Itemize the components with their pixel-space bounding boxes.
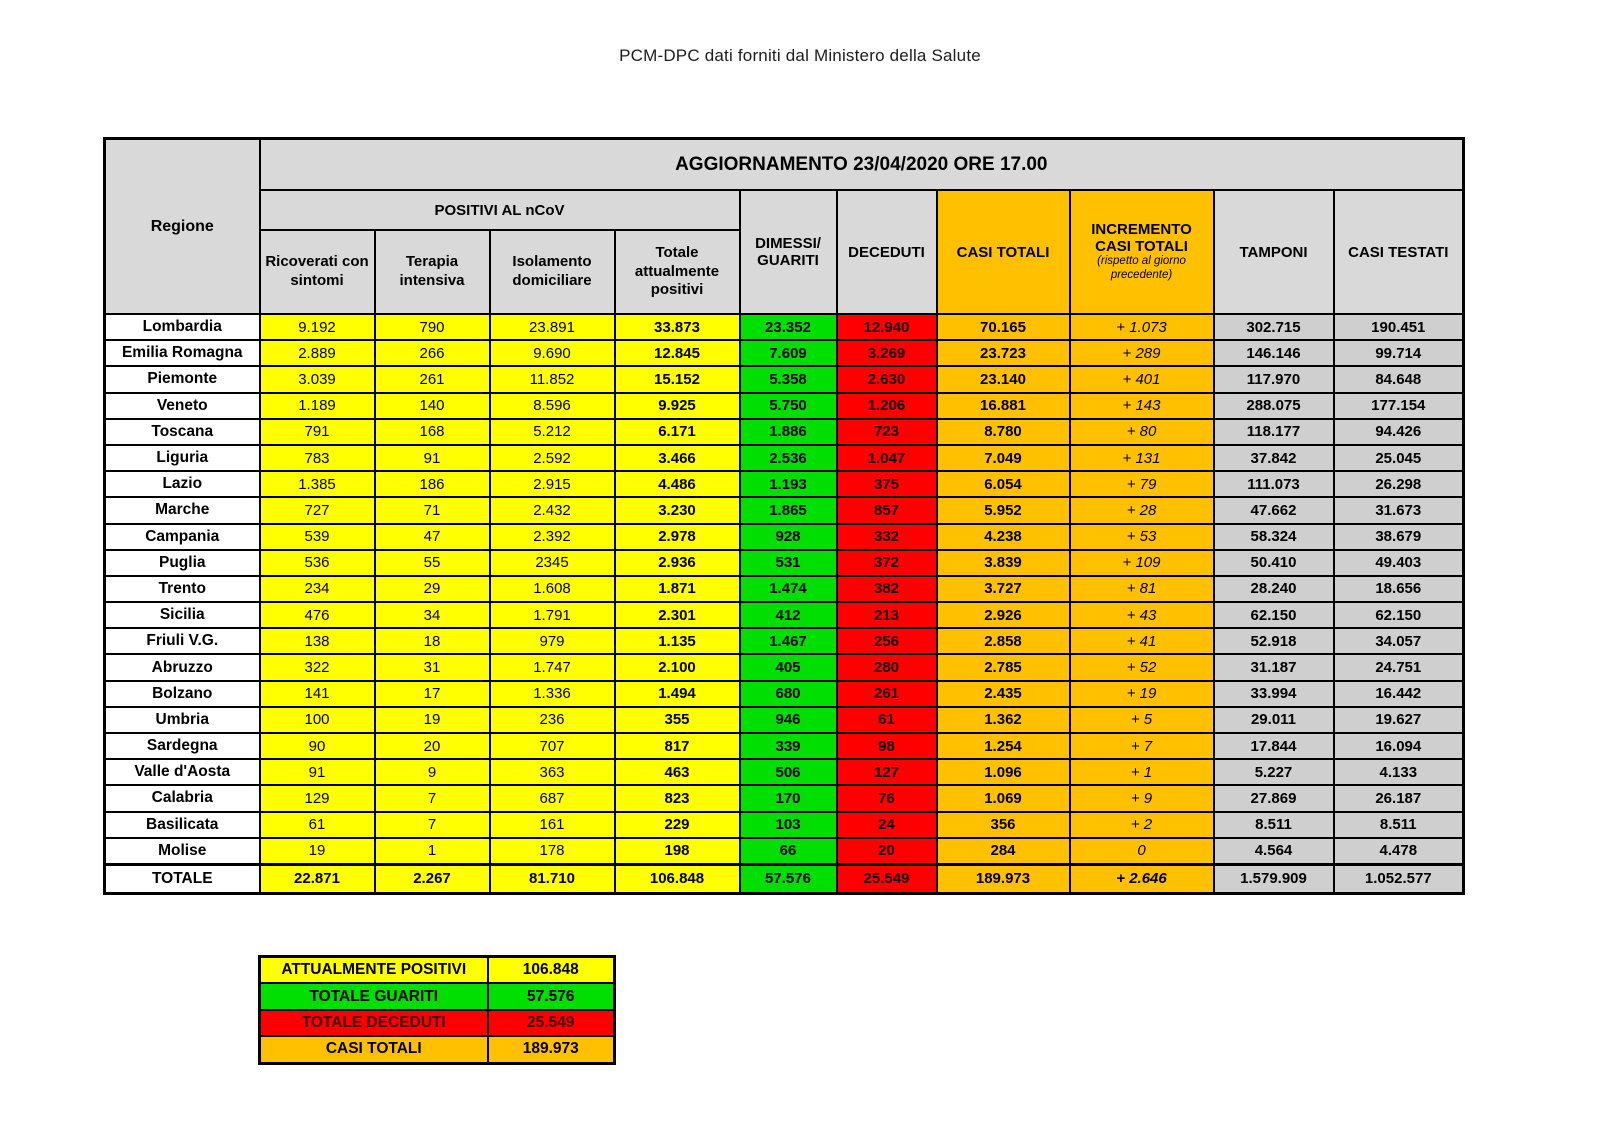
dimessi-guariti-cell: 339 (740, 733, 837, 759)
isolamento-domiciliare-cell: 1.336 (490, 681, 615, 707)
isolamento-domiciliare-cell: 236 (490, 707, 615, 733)
table-row (105, 524, 1464, 550)
isolamento-domiciliare-cell: 5.212 (490, 419, 615, 445)
table-row (105, 497, 1464, 523)
region-cell: Abruzzo (105, 654, 260, 680)
summary-row-value: 189.973 (488, 1036, 615, 1063)
terapia-intensiva-cell: 47 (375, 524, 490, 550)
tamponi-cell: 1.579.909 (1214, 864, 1334, 893)
region-cell: Liguria (105, 445, 260, 471)
ricoverati-cell: 61 (260, 812, 375, 838)
summary-row (260, 957, 615, 984)
deceduti-cell: 723 (837, 419, 937, 445)
tamponi-cell: 37.842 (1214, 445, 1334, 471)
deceduti-cell: 76 (837, 785, 937, 811)
table-row (105, 654, 1464, 680)
deceduti-cell: 1.047 (837, 445, 937, 471)
dimessi-guariti-cell: 506 (740, 759, 837, 785)
table-row (105, 471, 1464, 497)
tamponi-cell: 47.662 (1214, 497, 1334, 523)
totale-attualmente-positivi-cell: 1.494 (615, 681, 740, 707)
deceduti-cell: 12.940 (837, 314, 937, 340)
summary-row-label: TOTALE DECEDUTI (260, 1010, 488, 1036)
table-row (105, 576, 1464, 602)
casi-testati-cell: 31.673 (1334, 497, 1464, 523)
incremento-casi-totali-cell: 0 (1070, 838, 1214, 865)
table-row (105, 419, 1464, 445)
summary-row-label: TOTALE GUARITI (260, 983, 488, 1009)
dimessi-guariti-cell: 531 (740, 550, 837, 576)
ricoverati-cell: 22.871 (260, 864, 375, 893)
deceduti-cell: 256 (837, 628, 937, 654)
dimessi-guariti-cell: 928 (740, 524, 837, 550)
column-header-casi-totali: CASI TOTALI (937, 190, 1070, 314)
casi-totali-cell: 16.881 (937, 393, 1070, 419)
tamponi-cell: 288.075 (1214, 393, 1334, 419)
tamponi-cell: 118.177 (1214, 419, 1334, 445)
terapia-intensiva-cell: 7 (375, 812, 490, 838)
region-cell: Basilicata (105, 812, 260, 838)
incremento-casi-totali-cell: + 81 (1070, 576, 1214, 602)
table-row (105, 445, 1464, 471)
terapia-intensiva-cell: 1 (375, 838, 490, 865)
casi-testati-cell: 18.656 (1334, 576, 1464, 602)
terapia-intensiva-cell: 790 (375, 314, 490, 340)
dimessi-guariti-cell: 1.474 (740, 576, 837, 602)
table-row (105, 707, 1464, 733)
column-header-deceduti: DECEDUTI (837, 190, 937, 314)
table-row (105, 812, 1464, 838)
casi-totali-cell: 1.096 (937, 759, 1070, 785)
casi-testati-cell: 24.751 (1334, 654, 1464, 680)
tamponi-cell: 31.187 (1214, 654, 1334, 680)
incremento-casi-totali-cell: + 43 (1070, 602, 1214, 628)
isolamento-domiciliare-cell: 1.791 (490, 602, 615, 628)
region-cell: Puglia (105, 550, 260, 576)
tamponi-cell: 302.715 (1214, 314, 1334, 340)
totale-attualmente-positivi-cell: 9.925 (615, 393, 740, 419)
region-cell: Campania (105, 524, 260, 550)
casi-testati-cell: 1.052.577 (1334, 864, 1464, 893)
dimessi-guariti-cell: 66 (740, 838, 837, 865)
casi-testati-cell: 177.154 (1334, 393, 1464, 419)
ricoverati-cell: 322 (260, 654, 375, 680)
dimessi-guariti-cell: 680 (740, 681, 837, 707)
casi-totali-cell: 3.727 (937, 576, 1070, 602)
isolamento-domiciliare-cell: 161 (490, 812, 615, 838)
table-row (105, 785, 1464, 811)
tamponi-cell: 28.240 (1214, 576, 1334, 602)
incremento-note: (rispetto al giorno precedente) (1097, 255, 1186, 281)
summary-row (260, 1036, 615, 1063)
totale-attualmente-positivi-cell: 355 (615, 707, 740, 733)
deceduti-cell: 127 (837, 759, 937, 785)
ricoverati-cell: 727 (260, 497, 375, 523)
totale-attualmente-positivi-cell: 823 (615, 785, 740, 811)
region-cell: Marche (105, 497, 260, 523)
ricoverati-cell: 536 (260, 550, 375, 576)
deceduti-cell: 332 (837, 524, 937, 550)
deceduti-cell: 1.206 (837, 393, 937, 419)
dimessi-guariti-cell: 103 (740, 812, 837, 838)
incremento-casi-totali-cell: + 7 (1070, 733, 1214, 759)
ricoverati-cell: 141 (260, 681, 375, 707)
ricoverati-cell: 100 (260, 707, 375, 733)
casi-testati-cell: 25.045 (1334, 445, 1464, 471)
terapia-intensiva-cell: 34 (375, 602, 490, 628)
casi-totali-cell: 23.723 (937, 340, 1070, 366)
dimessi-guariti-cell: 1.886 (740, 419, 837, 445)
table-row (105, 838, 1464, 865)
region-cell: Toscana (105, 419, 260, 445)
isolamento-domiciliare-cell: 979 (490, 628, 615, 654)
casi-totali-cell: 1.069 (937, 785, 1070, 811)
total-row (105, 864, 1464, 893)
isolamento-domiciliare-cell: 9.690 (490, 340, 615, 366)
ricoverati-cell: 90 (260, 733, 375, 759)
region-cell: Piemonte (105, 366, 260, 392)
totale-attualmente-positivi-cell: 33.873 (615, 314, 740, 340)
terapia-intensiva-cell: 140 (375, 393, 490, 419)
casi-totali-cell: 189.973 (937, 864, 1070, 893)
summary-row-label: CASI TOTALI (260, 1036, 488, 1063)
totale-attualmente-positivi-cell: 817 (615, 733, 740, 759)
totale-attualmente-positivi-cell: 1.871 (615, 576, 740, 602)
incremento-casi-totali-cell: + 52 (1070, 654, 1214, 680)
ricoverati-cell: 539 (260, 524, 375, 550)
column-header-dimessi-guariti: DIMESSI/ GUARITI (740, 190, 837, 314)
terapia-intensiva-cell: 31 (375, 654, 490, 680)
isolamento-domiciliare-cell: 2.392 (490, 524, 615, 550)
dimessi-guariti-cell: 23.352 (740, 314, 837, 340)
totale-attualmente-positivi-cell: 3.466 (615, 445, 740, 471)
incremento-casi-totali-cell: + 53 (1070, 524, 1214, 550)
column-header-casi-testati: CASI TESTATI (1334, 190, 1464, 314)
incremento-casi-totali-cell: + 79 (1070, 471, 1214, 497)
casi-testati-cell: 38.679 (1334, 524, 1464, 550)
region-cell: Trento (105, 576, 260, 602)
terapia-intensiva-cell: 168 (375, 419, 490, 445)
incremento-casi-totali-cell: + 19 (1070, 681, 1214, 707)
column-header-regione: Regione (105, 139, 260, 315)
totale-attualmente-positivi-cell: 12.845 (615, 340, 740, 366)
tamponi-cell: 8.511 (1214, 812, 1334, 838)
deceduti-cell: 382 (837, 576, 937, 602)
totale-attualmente-positivi-cell: 106.848 (615, 864, 740, 893)
ricoverati-cell: 3.039 (260, 366, 375, 392)
table-row (105, 681, 1464, 707)
casi-totali-cell: 284 (937, 838, 1070, 865)
ricoverati-cell: 234 (260, 576, 375, 602)
region-cell: Lazio (105, 471, 260, 497)
dimessi-guariti-cell: 57.576 (740, 864, 837, 893)
terapia-intensiva-cell: 9 (375, 759, 490, 785)
casi-testati-cell: 4.133 (1334, 759, 1464, 785)
casi-testati-cell: 8.511 (1334, 812, 1464, 838)
summary-row-value: 25.549 (488, 1010, 615, 1036)
dimessi-guariti-cell: 405 (740, 654, 837, 680)
dimessi-guariti-cell: 2.536 (740, 445, 837, 471)
casi-testati-cell: 49.403 (1334, 550, 1464, 576)
incremento-casi-totali-cell: + 5 (1070, 707, 1214, 733)
table-row (105, 602, 1464, 628)
table-row (105, 366, 1464, 392)
tamponi-cell: 111.073 (1214, 471, 1334, 497)
deceduti-cell: 20 (837, 838, 937, 865)
casi-totali-cell: 5.952 (937, 497, 1070, 523)
table-row (105, 393, 1464, 419)
totale-attualmente-positivi-cell: 6.171 (615, 419, 740, 445)
tamponi-cell: 27.869 (1214, 785, 1334, 811)
totale-attualmente-positivi-cell: 2.100 (615, 654, 740, 680)
tamponi-cell: 4.564 (1214, 838, 1334, 865)
deceduti-cell: 857 (837, 497, 937, 523)
summary-row (260, 983, 615, 1009)
update-banner: AGGIORNAMENTO 23/04/2020 ORE 17.00 (260, 139, 1464, 191)
casi-testati-cell: 16.094 (1334, 733, 1464, 759)
casi-totali-cell: 2.858 (937, 628, 1070, 654)
incremento-casi-totali-cell: + 1 (1070, 759, 1214, 785)
totale-attualmente-positivi-cell: 2.936 (615, 550, 740, 576)
totale-attualmente-positivi-cell: 229 (615, 812, 740, 838)
isolamento-domiciliare-cell: 11.852 (490, 366, 615, 392)
terapia-intensiva-cell: 91 (375, 445, 490, 471)
dimessi-guariti-cell: 5.358 (740, 366, 837, 392)
deceduti-cell: 98 (837, 733, 937, 759)
ricoverati-cell: 91 (260, 759, 375, 785)
isolamento-domiciliare-cell: 178 (490, 838, 615, 865)
terapia-intensiva-cell: 261 (375, 366, 490, 392)
ricoverati-cell: 1.385 (260, 471, 375, 497)
casi-totali-cell: 23.140 (937, 366, 1070, 392)
incremento-casi-totali-cell: + 2 (1070, 812, 1214, 838)
isolamento-domiciliare-cell: 687 (490, 785, 615, 811)
ricoverati-cell: 1.189 (260, 393, 375, 419)
casi-totali-cell: 1.254 (937, 733, 1070, 759)
dimessi-guariti-cell: 170 (740, 785, 837, 811)
column-header-totale-positivi: Totale attualmente positivi (615, 230, 740, 314)
region-cell: Sardegna (105, 733, 260, 759)
totale-attualmente-positivi-cell: 463 (615, 759, 740, 785)
tamponi-cell: 50.410 (1214, 550, 1334, 576)
region-cell: TOTALE (105, 864, 260, 893)
dimessi-guariti-cell: 412 (740, 602, 837, 628)
incremento-casi-totali-cell: + 109 (1070, 550, 1214, 576)
page-title: PCM-DPC dati forniti dal Ministero della Salute (619, 46, 981, 65)
casi-testati-cell: 84.648 (1334, 366, 1464, 392)
isolamento-domiciliare-cell: 8.596 (490, 393, 615, 419)
ricoverati-cell: 9.192 (260, 314, 375, 340)
casi-testati-cell: 4.478 (1334, 838, 1464, 865)
casi-testati-cell: 94.426 (1334, 419, 1464, 445)
casi-testati-cell: 190.451 (1334, 314, 1464, 340)
terapia-intensiva-cell: 19 (375, 707, 490, 733)
deceduti-cell: 3.269 (837, 340, 937, 366)
ricoverati-cell: 2.889 (260, 340, 375, 366)
table-row (105, 628, 1464, 654)
region-cell: Molise (105, 838, 260, 865)
region-cell: Veneto (105, 393, 260, 419)
isolamento-domiciliare-cell: 707 (490, 733, 615, 759)
summary-table (258, 955, 616, 1065)
isolamento-domiciliare-cell: 2.915 (490, 471, 615, 497)
region-cell: Bolzano (105, 681, 260, 707)
ricoverati-cell: 476 (260, 602, 375, 628)
dimessi-guariti-cell: 7.609 (740, 340, 837, 366)
deceduti-cell: 24 (837, 812, 937, 838)
isolamento-domiciliare-cell: 2.592 (490, 445, 615, 471)
casi-testati-cell: 26.298 (1334, 471, 1464, 497)
incremento-casi-totali-cell: + 143 (1070, 393, 1214, 419)
incremento-casi-totali-cell: + 9 (1070, 785, 1214, 811)
isolamento-domiciliare-cell: 1.747 (490, 654, 615, 680)
tamponi-cell: 117.970 (1214, 366, 1334, 392)
column-header-incremento (1070, 190, 1214, 314)
incremento-casi-totali-cell: + 1.073 (1070, 314, 1214, 340)
deceduti-cell: 25.549 (837, 864, 937, 893)
casi-totali-cell: 4.238 (937, 524, 1070, 550)
incremento-casi-totali-cell: + 401 (1070, 366, 1214, 392)
tamponi-cell: 62.150 (1214, 602, 1334, 628)
region-cell: Friuli V.G. (105, 628, 260, 654)
totale-attualmente-positivi-cell: 15.152 (615, 366, 740, 392)
incremento-casi-totali-cell: + 2.646 (1070, 864, 1214, 893)
ricoverati-cell: 783 (260, 445, 375, 471)
isolamento-domiciliare-cell: 2345 (490, 550, 615, 576)
deceduti-cell: 213 (837, 602, 937, 628)
casi-testati-cell: 99.714 (1334, 340, 1464, 366)
terapia-intensiva-cell: 20 (375, 733, 490, 759)
totale-attualmente-positivi-cell: 3.230 (615, 497, 740, 523)
table-row (105, 733, 1464, 759)
terapia-intensiva-cell: 71 (375, 497, 490, 523)
totale-attualmente-positivi-cell: 2.301 (615, 602, 740, 628)
casi-totali-cell: 356 (937, 812, 1070, 838)
column-header-terapia: Terapia intensiva (375, 230, 490, 314)
tamponi-cell: 146.146 (1214, 340, 1334, 366)
casi-totali-cell: 7.049 (937, 445, 1070, 471)
region-cell: Umbria (105, 707, 260, 733)
incremento-casi-totali-cell: + 131 (1070, 445, 1214, 471)
tamponi-cell: 52.918 (1214, 628, 1334, 654)
casi-testati-cell: 16.442 (1334, 681, 1464, 707)
table-row (105, 759, 1464, 785)
terapia-intensiva-cell: 18 (375, 628, 490, 654)
terapia-intensiva-cell: 186 (375, 471, 490, 497)
incremento-casi-totali-cell: + 289 (1070, 340, 1214, 366)
totale-attualmente-positivi-cell: 4.486 (615, 471, 740, 497)
isolamento-domiciliare-cell: 363 (490, 759, 615, 785)
terapia-intensiva-cell: 2.267 (375, 864, 490, 893)
regions-data-table (103, 137, 1465, 895)
casi-testati-cell: 19.627 (1334, 707, 1464, 733)
casi-totali-cell: 2.435 (937, 681, 1070, 707)
dimessi-guariti-cell: 5.750 (740, 393, 837, 419)
totale-attualmente-positivi-cell: 198 (615, 838, 740, 865)
isolamento-domiciliare-cell: 2.432 (490, 497, 615, 523)
casi-totali-cell: 8.780 (937, 419, 1070, 445)
column-header-ricoverati: Ricoverati con sintomi (260, 230, 375, 314)
column-header-tamponi: TAMPONI (1214, 190, 1334, 314)
ricoverati-cell: 138 (260, 628, 375, 654)
terapia-intensiva-cell: 266 (375, 340, 490, 366)
incremento-casi-totali-cell: + 41 (1070, 628, 1214, 654)
casi-totali-cell: 2.785 (937, 654, 1070, 680)
casi-testati-cell: 26.187 (1334, 785, 1464, 811)
terapia-intensiva-cell: 7 (375, 785, 490, 811)
tamponi-cell: 33.994 (1214, 681, 1334, 707)
group-header-positivi: POSITIVI AL nCoV (260, 190, 740, 230)
deceduti-cell: 61 (837, 707, 937, 733)
deceduti-cell: 2.630 (837, 366, 937, 392)
table-row (105, 550, 1464, 576)
incremento-title-line2: CASI TOTALI (1095, 238, 1188, 256)
dimessi-guariti-cell: 1.865 (740, 497, 837, 523)
deceduti-cell: 261 (837, 681, 937, 707)
summary-row-value: 106.848 (488, 957, 615, 984)
deceduti-cell: 372 (837, 550, 937, 576)
summary-row (260, 1010, 615, 1036)
casi-testati-cell: 62.150 (1334, 602, 1464, 628)
summary-row-label: ATTUALMENTE POSITIVI (260, 957, 488, 984)
incremento-casi-totali-cell: + 28 (1070, 497, 1214, 523)
incremento-title-line1: INCREMENTO (1091, 221, 1192, 239)
dimessi-guariti-cell: 1.193 (740, 471, 837, 497)
terapia-intensiva-cell: 17 (375, 681, 490, 707)
tamponi-cell: 58.324 (1214, 524, 1334, 550)
tamponi-cell: 5.227 (1214, 759, 1334, 785)
isolamento-domiciliare-cell: 1.608 (490, 576, 615, 602)
casi-totali-cell: 70.165 (937, 314, 1070, 340)
ricoverati-cell: 129 (260, 785, 375, 811)
table-row (105, 340, 1464, 366)
dimessi-guariti-cell: 946 (740, 707, 837, 733)
terapia-intensiva-cell: 29 (375, 576, 490, 602)
casi-totali-cell: 3.839 (937, 550, 1070, 576)
casi-totali-cell: 6.054 (937, 471, 1070, 497)
region-cell: Calabria (105, 785, 260, 811)
region-cell: Valle d'Aosta (105, 759, 260, 785)
ricoverati-cell: 19 (260, 838, 375, 865)
tamponi-cell: 29.011 (1214, 707, 1334, 733)
region-cell: Emilia Romagna (105, 340, 260, 366)
table-row (105, 314, 1464, 340)
deceduti-cell: 375 (837, 471, 937, 497)
totale-attualmente-positivi-cell: 2.978 (615, 524, 740, 550)
column-header-isolamento: Isolamento domiciliare (490, 230, 615, 314)
isolamento-domiciliare-cell: 23.891 (490, 314, 615, 340)
region-cell: Sicilia (105, 602, 260, 628)
casi-totali-cell: 2.926 (937, 602, 1070, 628)
region-cell: Lombardia (105, 314, 260, 340)
totale-attualmente-positivi-cell: 1.135 (615, 628, 740, 654)
ricoverati-cell: 791 (260, 419, 375, 445)
incremento-casi-totali-cell: + 80 (1070, 419, 1214, 445)
casi-totali-cell: 1.362 (937, 707, 1070, 733)
isolamento-domiciliare-cell: 81.710 (490, 864, 615, 893)
terapia-intensiva-cell: 55 (375, 550, 490, 576)
casi-testati-cell: 34.057 (1334, 628, 1464, 654)
tamponi-cell: 17.844 (1214, 733, 1334, 759)
deceduti-cell: 280 (837, 654, 937, 680)
summary-row-value: 57.576 (488, 983, 615, 1009)
dimessi-guariti-cell: 1.467 (740, 628, 837, 654)
